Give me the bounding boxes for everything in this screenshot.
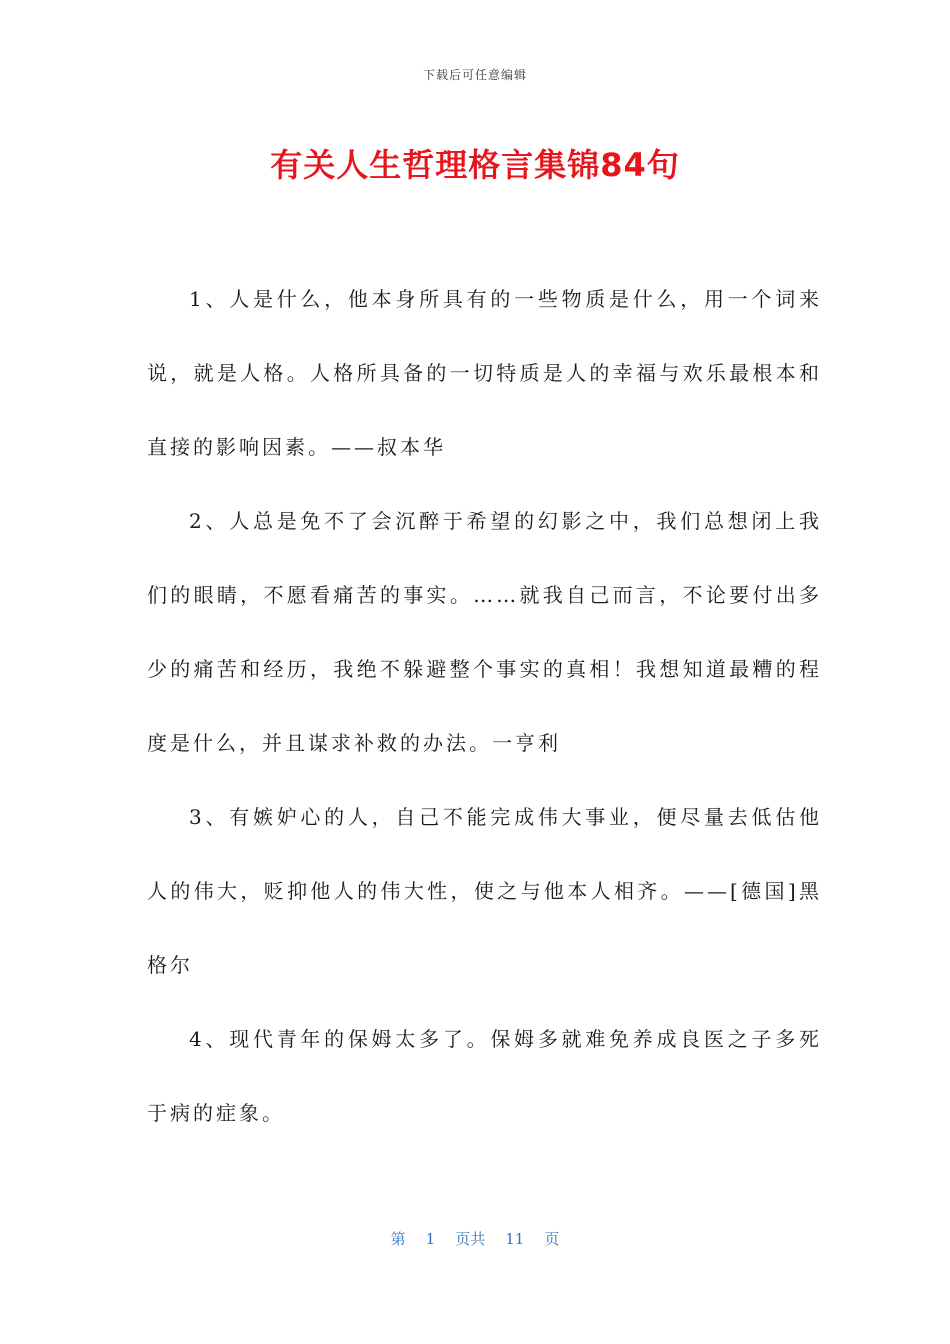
page-footer	[0, 1228, 950, 1249]
paragraph-1: 1、人是什么，他本身所具有的一些物质是什么，用一个词来说，就是人格。人格所具备的一切特质是人的幸福与欢乐最根本和直接的影响因素。——叔本华	[147, 287, 822, 459]
footer-middle: 页共	[455, 1230, 486, 1248]
paragraph-2: 2、人总是免不了会沉醉于希望的幻影之中，我们总想闭上我们的眼睛，不愿看痛苦的事实。……就我自己而言，不论要付出多少的痛苦和经历，我绝不躲避整个事实的真相！我想知道最糟的程度是什么，并且谋求补救的办法。一亨利	[147, 509, 822, 755]
document-body	[147, 262, 822, 1150]
footer-prefix: 第	[390, 1230, 406, 1248]
footer-total-pages: 11	[505, 1230, 525, 1248]
footer-suffix: 页	[544, 1230, 560, 1248]
footer-current-page: 1	[425, 1230, 436, 1248]
paragraph-3: 3、有嫉妒心的人，自己不能完成伟大事业，便尽量去低估他人的伟大，贬抑他人的伟大性，使之与他本人相齐。——[德国]黑格尔	[147, 805, 822, 977]
page-header-note: 下载后可任意编辑	[422, 68, 527, 82]
paragraph-4: 4、现代青年的保姆太多了。保姆多就难免养成良医之子多死于病的症象。	[147, 1027, 822, 1125]
document-title: 有关人生哲理格言集锦84句	[270, 146, 680, 184]
